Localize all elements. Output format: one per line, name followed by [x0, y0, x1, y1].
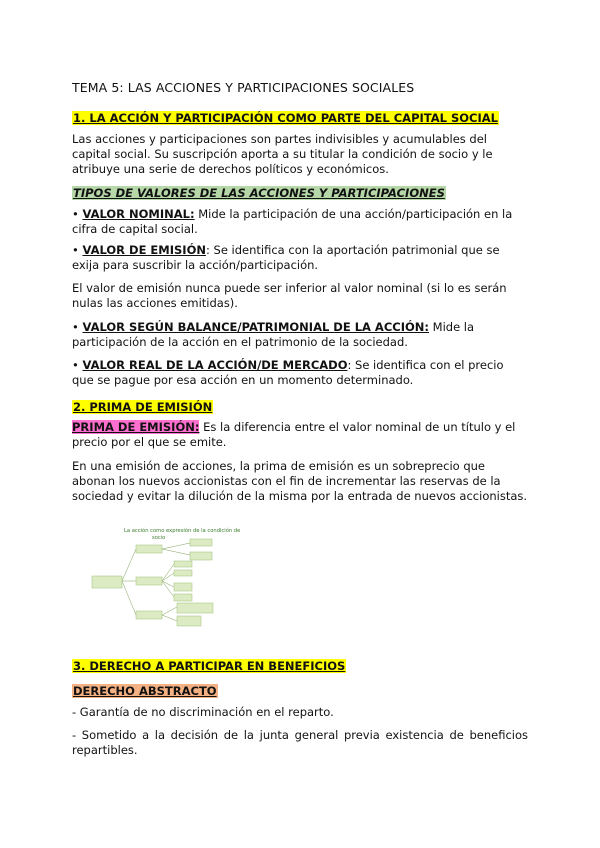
section-3-line-1: - Garantía de no discriminación en el reparto. [72, 705, 334, 719]
bullet-valor-nominal [72, 207, 528, 237]
section-1-heading: 1. LA ACCIÓN Y PARTICIPACIÓN COMO PARTE DEL CAPITAL SOCIAL [73, 111, 498, 125]
section-1-intro-block [72, 132, 528, 177]
section-3-line-1-block [72, 705, 528, 720]
section-3-subheading: DERECHO ABSTRACTO [73, 684, 217, 698]
term-valor-balance: VALOR SEGÚN BALANCE/PATRIMONIAL DE LA ACCIÓN: [82, 320, 429, 334]
bullet: • [72, 243, 79, 257]
note-block [72, 281, 528, 311]
diagram-title: La acción como expresión de la condición de [124, 528, 241, 534]
bullet-valor-real [72, 358, 528, 388]
section-3-subheading-block [72, 680, 528, 699]
term-prima-emision: PRIMA DE EMISIÓN: [72, 420, 200, 434]
section-3-line-2-block [72, 728, 528, 758]
section-3-heading: 3. DERECHO A PARTICIPAR EN BENEFICIOS [73, 659, 346, 673]
section-1-subheading: TIPOS DE VALORES DE LAS ACCIONES Y PARTICIPACIONES [73, 186, 445, 200]
socio-diagram [84, 524, 244, 644]
bullet-valor-balance [72, 320, 528, 350]
svg-text:socio: socio [152, 535, 166, 541]
diagram-image [84, 524, 244, 644]
term-valor-emision: VALOR DE EMISIÓN [82, 243, 206, 257]
section-3-heading-block [72, 655, 528, 674]
section-2-heading: 2. PRIMA DE EMISIÓN [73, 400, 213, 414]
bullet: • [72, 207, 79, 221]
def-prima-emision: Es la diferencia entre el valor nominal de un título y el precio por el que se emite. [72, 420, 516, 449]
page-title-block [72, 80, 528, 105]
bullet: • [72, 358, 79, 372]
valor-emision-note: El valor de emisión nunca puede ser inferior al valor nominal (si lo es serán nulas las acciones emitidas). [72, 281, 507, 310]
prima-paragraph-block [72, 459, 528, 504]
prima-paragraph: En una emisión de acciones, la prima de emisión es un sobreprecio que abonan los nuevos accionistas con el fin de incrementar las reservas de la sociedad y evitar la dilución de la misma por la entrada de nuevos accionistas. [72, 459, 528, 503]
term-valor-real: VALOR REAL DE LA ACCIÓN/DE MERCADO [82, 358, 348, 372]
page-title: TEMA 5: LAS ACCIONES Y PARTICIPACIONES SOCIALES [72, 80, 415, 95]
def-valor-emision: : Se identifica con la aportación patrimonial que se exija para suscribir la acción/participación. [72, 243, 500, 272]
def-valor-nominal: Mide la participación de una acción/participación en la cifra de capital social. [72, 207, 513, 236]
prima-definition-block [72, 420, 528, 450]
section-1-heading-block [72, 107, 528, 126]
section-1-intro: Las acciones y participaciones son partes indivisibles y acumulables del capital social. Su suscripción aporta a su titular la condición de socio y le atribuye una serie de derechos políticos y económicos. [72, 132, 493, 176]
bullet-valor-emision [72, 243, 528, 273]
term-valor-nominal: VALOR NOMINAL: [82, 207, 195, 221]
section-1-subheading-block [72, 182, 528, 201]
bullet: • [72, 320, 79, 334]
def-valor-balance: Mide la participación de la acción en el patrimonio de la sociedad. [72, 320, 475, 349]
section-2-heading-block [72, 396, 528, 415]
def-valor-real: : Se identifica con el precio que se pague por esa acción en un momento determinado. [72, 358, 504, 387]
section-3-line-2: - Sometido a la decisión de la junta general previa existencia de beneficios repartibles. [72, 728, 528, 757]
